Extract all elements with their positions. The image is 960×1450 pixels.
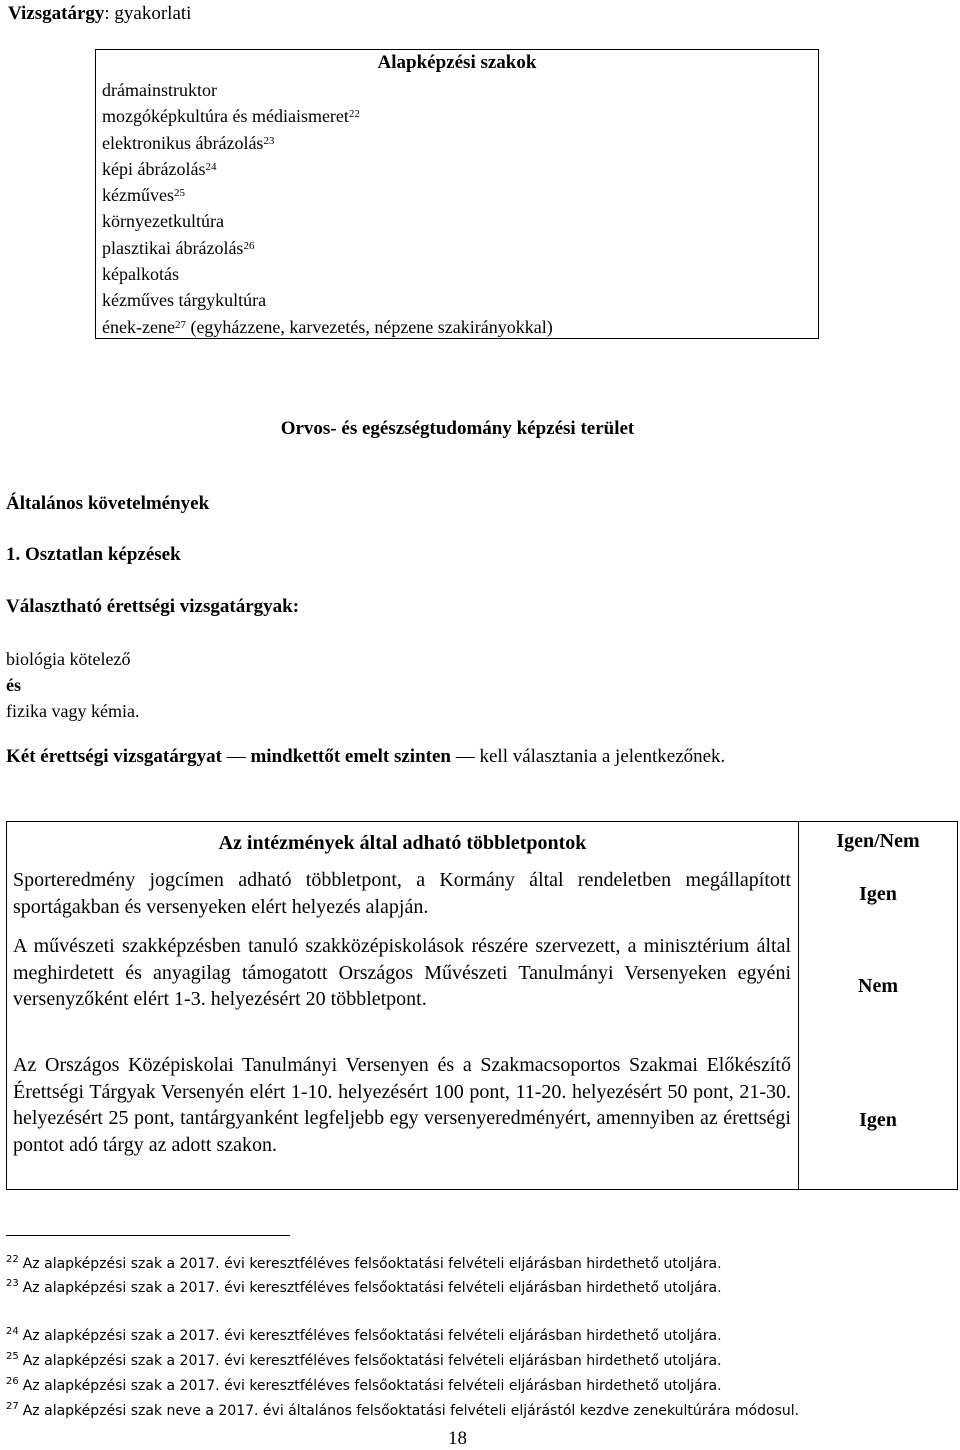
igen-nem-header: Igen/Nem	[836, 830, 920, 852]
majors-list	[102, 77, 553, 340]
footnote: $^{25}$ Az alapképzési szak a 2017. évi keresztféléves felsőoktatási felvételi eljárásban hirdethető utoljára.	[6, 1351, 722, 1369]
table-row-text: A művészeti szakképzésben tanuló szakközépiskolások részére szervezett, a minisztérium által meghirdetett és anyagilag támogatott Országos Művészeti Tanulmányi Versenyeken egyéni versenyzőként elért 1-3. helyezésért 20 többletpont.	[13, 935, 791, 1010]
table-row-text: Az Országos Középiskolai Tanulmányi Versenyen és a Szakmacsoportos Szakmai Előkészítő Érettségi Tárgyak Versenyén elért 1-10. helyezésért 100 pont, 11-20. helyezésért 50 pont, 21-30. helyezésért 25 pont, tantárgyanként legfeljebb egy versenyeredményért, amennyiben az érettségi pontot adó tárgy az adott szakon.	[13, 1054, 791, 1156]
two-subjects-note: Két érettségi vizsgatárgyat — mindkettőt emelt szinten — kell választania a jelentkezőnek.	[6, 746, 726, 767]
undivided-training-heading: 1. Osztatlan képzések	[6, 544, 181, 565]
table-row-value: Igen	[859, 883, 897, 905]
major-item: képi ábrázolás$^{24}$	[102, 158, 217, 179]
major-item: elektronikus ábrázolás$^{23}$	[102, 132, 275, 153]
footnote: $^{26}$ Az alapképzési szak a 2017. évi keresztféléves felsőoktatási felvételi eljárásban hirdethető utoljára.	[6, 1376, 722, 1394]
table-row-value: Nem	[858, 975, 898, 997]
requirement-line: fizika vagy kémia.	[6, 701, 140, 721]
footnote-ref: 22	[348, 108, 360, 121]
major-item: kézműves$^{25}$	[102, 185, 185, 206]
footnote: $^{27}$ Az alapképzési szak neve a 2017. évi általános felsőoktatási felvételi eljárástól kezdve zenekultúrára módosul.	[6, 1401, 800, 1419]
subject-requirements	[6, 646, 139, 724]
requirement-line: biológia kötelező	[6, 649, 131, 669]
majors-table	[95, 49, 819, 339]
extra-points-table	[6, 821, 958, 1190]
footnote-separator	[6, 1235, 290, 1236]
exam-subject-line	[8, 3, 191, 25]
majors-table-header: Alapképzési szakok	[377, 52, 537, 73]
major-item: képalkotás	[102, 264, 179, 285]
footnote-ref: 26	[243, 239, 255, 252]
general-requirements-heading: Általános követelmények	[6, 493, 210, 514]
footnote-ref: 24	[205, 160, 217, 173]
exam-subject-value: : gyakorlati	[104, 3, 192, 24]
major-item: környezetkultúra	[102, 211, 224, 232]
major-item: kézműves tárgykultúra	[102, 290, 267, 311]
major-item: ének-zene$^{27}$ (egyházzene, karvezetés, népzene szakirányokkal)	[102, 316, 553, 337]
requirement-line: és	[6, 675, 21, 695]
section-title: Orvos- és egészségtudomány képzési terület	[280, 418, 635, 439]
page-number: 18	[448, 1428, 467, 1449]
major-item: drámainstruktor	[102, 80, 217, 100]
major-item: mozgóképkultúra és médiaismeret$^{22}$	[102, 106, 360, 127]
exam-subject-label: Vizsgatárgy	[8, 3, 105, 24]
points-table-header: Az intézmények által adható többletpontok	[218, 832, 587, 854]
table-row-text: Sporteredmény jogcímen adható többletpont, a Kormány által rendeletben megállapított sportágakban és versenyeken elért helyezés alapján.	[13, 869, 791, 918]
footnote: $^{22}$ Az alapképzési szak a 2017. évi keresztféléves felsőoktatási felvételi eljárásban hirdethető utoljára.	[6, 1254, 722, 1272]
footnote: $^{23}$ Az alapképzési szak a 2017. évi keresztféléves felsőoktatási felvételi eljárásban hirdethető utoljára.	[6, 1278, 722, 1296]
footnote-ref: 25	[173, 187, 185, 200]
choosable-subjects-heading: Választható érettségi vizsgatárgyak:	[6, 596, 300, 617]
major-item: plasztikai ábrázolás$^{26}$	[102, 237, 255, 258]
footnote-ref: 23	[263, 134, 275, 147]
footnote-ref: 27	[174, 318, 186, 331]
table-row-value: Igen	[859, 1109, 897, 1131]
footnote: $^{24}$ Az alapképzési szak a 2017. évi keresztféléves felsőoktatási felvételi eljárásban hirdethető utoljára.	[6, 1326, 722, 1344]
table-divider	[798, 822, 799, 1189]
